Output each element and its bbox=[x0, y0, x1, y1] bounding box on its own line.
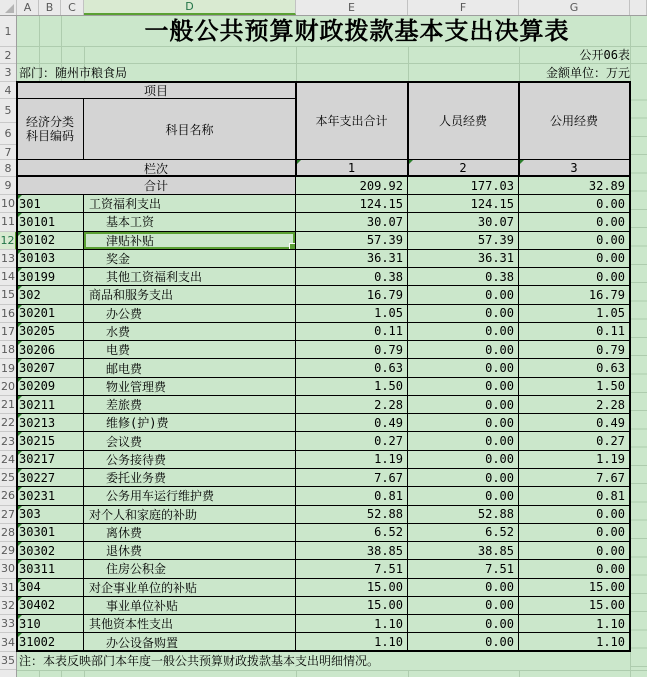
cell-personnel-303[interactable]: 52.88 bbox=[408, 506, 519, 524]
department-cell[interactable]: 部门：随州市粮食局 bbox=[19, 66, 128, 80]
cell-personnel-30201[interactable]: 0.00 bbox=[408, 305, 519, 323]
row-header-29[interactable]: 29 bbox=[0, 542, 16, 560]
column-header-B[interactable]: B bbox=[39, 0, 61, 15]
total-row-public-cell[interactable]: 32.89 bbox=[519, 177, 630, 195]
cell-public-30302[interactable]: 0.00 bbox=[519, 542, 630, 560]
cell-name-30207[interactable]: 邮电费 bbox=[84, 359, 296, 377]
cell-public-304[interactable]: 15.00 bbox=[519, 579, 630, 597]
cell-public-30213[interactable]: 0.49 bbox=[519, 414, 630, 432]
row-header-31[interactable]: 31 bbox=[0, 579, 16, 597]
cell-code-30207[interactable]: 30207 bbox=[17, 359, 84, 377]
row-header-15[interactable]: 15 bbox=[0, 286, 16, 304]
table-border-top bbox=[16, 81, 631, 83]
cell-code-30201[interactable]: 30201 bbox=[17, 305, 84, 323]
table-border-col-g bbox=[518, 81, 520, 177]
cell-public-30101[interactable]: 0.00 bbox=[519, 213, 630, 231]
cell-public-310[interactable]: 1.10 bbox=[519, 615, 630, 633]
cell-public-303[interactable]: 0.00 bbox=[519, 506, 630, 524]
cell-code-30101[interactable]: 30101 bbox=[17, 213, 84, 231]
row-header-12[interactable]: 12 bbox=[0, 232, 17, 250]
cell-code-302[interactable]: 302 bbox=[17, 286, 84, 304]
column-header-F[interactable]: F bbox=[408, 0, 519, 15]
cell-total-30213[interactable]: 0.49 bbox=[296, 414, 408, 432]
cell-code-30209[interactable]: 30209 bbox=[17, 378, 84, 396]
cell-total-304[interactable]: 15.00 bbox=[296, 579, 408, 597]
cell-public-302[interactable]: 16.79 bbox=[519, 286, 630, 304]
row-header-18[interactable]: 18 bbox=[0, 341, 16, 359]
cell-code-30227[interactable]: 30227 bbox=[17, 469, 84, 487]
cell-name-302[interactable]: 商品和服务支出 bbox=[84, 286, 296, 304]
cell-personnel-30205[interactable]: 0.00 bbox=[408, 323, 519, 341]
cell-name-30301[interactable]: 离休费 bbox=[84, 524, 296, 542]
header-colnum2-cell[interactable]: 2 bbox=[408, 160, 519, 177]
cell-name-304[interactable]: 对企事业单位的补贴 bbox=[84, 579, 296, 597]
row-header-27[interactable]: 27 bbox=[0, 506, 16, 524]
cell-total-30205[interactable]: 0.11 bbox=[296, 323, 408, 341]
row-header-3[interactable]: 3 bbox=[0, 64, 16, 82]
cell-total-30301[interactable]: 6.52 bbox=[296, 524, 408, 542]
cell-personnel-30213[interactable]: 0.00 bbox=[408, 414, 519, 432]
cell-name-30201[interactable]: 办公费 bbox=[84, 305, 296, 323]
cell-total-30302[interactable]: 38.85 bbox=[296, 542, 408, 560]
fill-handle[interactable] bbox=[289, 243, 296, 250]
cell-public-30217[interactable]: 1.19 bbox=[519, 451, 630, 469]
cell-personnel-30402[interactable]: 0.00 bbox=[408, 597, 519, 615]
unit-cell[interactable]: 金额单位：万元 bbox=[545, 66, 630, 80]
column-header-C[interactable]: C bbox=[61, 0, 84, 15]
row-header-33[interactable]: 33 bbox=[0, 615, 16, 633]
cell-total-30199[interactable]: 0.38 bbox=[296, 268, 408, 286]
table-border-under-lanci bbox=[17, 175, 630, 177]
header-colnum3-cell[interactable]: 3 bbox=[519, 160, 630, 177]
header-lanci-cell[interactable]: 栏次 bbox=[17, 160, 296, 177]
cell-public-30311[interactable]: 0.00 bbox=[519, 560, 630, 578]
cell-name-30211[interactable]: 差旅费 bbox=[84, 396, 296, 414]
cell-total-301[interactable]: 124.15 bbox=[296, 195, 408, 213]
table-body bbox=[17, 195, 630, 652]
row-header-30[interactable]: 30 bbox=[0, 560, 16, 578]
cell-total-30101[interactable]: 30.07 bbox=[296, 213, 408, 231]
cell-name-30209[interactable]: 物业管理费 bbox=[84, 378, 296, 396]
cell-public-30215[interactable]: 0.27 bbox=[519, 432, 630, 450]
column-header-D[interactable]: D bbox=[84, 0, 296, 15]
cell-total-302[interactable]: 16.79 bbox=[296, 286, 408, 304]
cell-code-31002[interactable]: 31002 bbox=[17, 633, 84, 651]
cell-code-30217[interactable]: 30217 bbox=[17, 451, 84, 469]
cell-total-30207[interactable]: 0.63 bbox=[296, 359, 408, 377]
table-border-col-f bbox=[407, 81, 409, 177]
cell-public-30103[interactable]: 0.00 bbox=[519, 250, 630, 268]
cell-personnel-301[interactable]: 124.15 bbox=[408, 195, 519, 213]
cell-personnel-30211[interactable]: 0.00 bbox=[408, 396, 519, 414]
cell-name-30231[interactable]: 公务用车运行维护费 bbox=[84, 487, 296, 505]
header-public-cell[interactable]: 公用经费 bbox=[519, 82, 630, 160]
cell-personnel-31002[interactable]: 0.00 bbox=[408, 633, 519, 651]
cell-code-30205[interactable]: 30205 bbox=[17, 323, 84, 341]
cell-public-30402[interactable]: 15.00 bbox=[519, 597, 630, 615]
cell-personnel-30206[interactable]: 0.00 bbox=[408, 341, 519, 359]
row-header-24[interactable]: 24 bbox=[0, 451, 16, 469]
cell-code-30102[interactable]: 30102 bbox=[17, 232, 84, 250]
row-header-13[interactable]: 13 bbox=[0, 250, 16, 268]
cell-total-30209[interactable]: 1.50 bbox=[296, 378, 408, 396]
row-header-strip bbox=[0, 16, 17, 677]
row-header-7[interactable]: 7 bbox=[0, 145, 16, 160]
cell-total-310[interactable]: 1.10 bbox=[296, 615, 408, 633]
cell-name-30402[interactable]: 事业单位补贴 bbox=[84, 597, 296, 615]
cell-code-30211[interactable]: 30211 bbox=[17, 396, 84, 414]
header-code-line2: 科目编码 bbox=[25, 129, 74, 143]
cell-personnel-30302[interactable]: 38.85 bbox=[408, 542, 519, 560]
row-header-5[interactable]: 5 bbox=[0, 99, 16, 123]
cell-public-30207[interactable]: 0.63 bbox=[519, 359, 630, 377]
select-all-icon[interactable] bbox=[0, 0, 17, 15]
cell-public-30199[interactable]: 0.00 bbox=[519, 268, 630, 286]
total-row-label-cell[interactable]: 合计 bbox=[17, 177, 296, 195]
cell-public-30231[interactable]: 0.81 bbox=[519, 487, 630, 505]
row-header-1[interactable]: 1 bbox=[0, 16, 16, 47]
cell-total-30211[interactable]: 2.28 bbox=[296, 396, 408, 414]
header-code-cell[interactable] bbox=[17, 99, 84, 160]
cell-name-30227[interactable]: 委托业务费 bbox=[84, 469, 296, 487]
header-total-cell[interactable]: 本年支出合计 bbox=[296, 82, 408, 160]
row-header-9[interactable]: 9 bbox=[0, 177, 16, 195]
cell-personnel-30207[interactable]: 0.00 bbox=[408, 359, 519, 377]
cell-total-30227[interactable]: 7.67 bbox=[296, 469, 408, 487]
row-header-20[interactable]: 20 bbox=[0, 378, 16, 396]
cell-name-30205[interactable]: 水费 bbox=[84, 323, 296, 341]
cell-name-30302[interactable]: 退休费 bbox=[84, 542, 296, 560]
gridline bbox=[17, 670, 647, 671]
cell-code-30199[interactable]: 30199 bbox=[17, 268, 84, 286]
total-row-personnel-cell[interactable]: 177.03 bbox=[408, 177, 519, 195]
cell-name-30199[interactable]: 其他工资福利支出 bbox=[84, 268, 296, 286]
row-header-19[interactable]: 19 bbox=[0, 359, 16, 377]
cell-code-304[interactable]: 304 bbox=[17, 579, 84, 597]
table-border-col-e bbox=[295, 81, 297, 177]
outside-column-gridlines bbox=[630, 82, 647, 677]
cell-name-301[interactable]: 工资福利支出 bbox=[84, 195, 296, 213]
column-header-E[interactable]: E bbox=[296, 0, 408, 15]
cell-code-303[interactable]: 303 bbox=[17, 506, 84, 524]
header-code-line1: 经济分类 bbox=[25, 115, 74, 129]
table-header bbox=[17, 82, 630, 195]
cell-public-30301[interactable]: 0.00 bbox=[519, 524, 630, 542]
cell-code-30206[interactable]: 30206 bbox=[17, 341, 84, 359]
cell-personnel-302[interactable]: 0.00 bbox=[408, 286, 519, 304]
column-header-partial[interactable] bbox=[630, 0, 647, 15]
form-number-cell[interactable]: 公开06表 bbox=[579, 48, 630, 62]
table-border-left bbox=[16, 81, 18, 652]
table-border-bottom bbox=[16, 650, 631, 652]
header-project-cell[interactable]: 项目 bbox=[17, 82, 296, 99]
row-header-22[interactable]: 22 bbox=[0, 414, 16, 432]
cell-personnel-30215[interactable]: 0.00 bbox=[408, 432, 519, 450]
gridline bbox=[630, 16, 631, 82]
gridline bbox=[519, 47, 520, 82]
cell-name-30103[interactable]: 奖金 bbox=[84, 250, 296, 268]
cell-name-30206[interactable]: 电费 bbox=[84, 341, 296, 359]
header-subject-cell[interactable]: 科目名称 bbox=[84, 99, 296, 160]
row-header-4[interactable]: 4 bbox=[0, 82, 16, 99]
cell-personnel-30231[interactable]: 0.00 bbox=[408, 487, 519, 505]
cell-total-30217[interactable]: 1.19 bbox=[296, 451, 408, 469]
cell-total-30206[interactable]: 0.79 bbox=[296, 341, 408, 359]
cell-personnel-30217[interactable]: 0.00 bbox=[408, 451, 519, 469]
cell-public-31002[interactable]: 1.10 bbox=[519, 633, 630, 651]
cell-code-301[interactable]: 301 bbox=[17, 195, 84, 213]
cell-public-30211[interactable]: 2.28 bbox=[519, 396, 630, 414]
cell-name-30217[interactable]: 公务接待费 bbox=[84, 451, 296, 469]
cell-name-30311[interactable]: 住房公积金 bbox=[84, 560, 296, 578]
gridline bbox=[519, 670, 520, 677]
gridline bbox=[296, 47, 297, 82]
row-header-6[interactable]: 6 bbox=[0, 123, 16, 145]
row-header-21[interactable]: 21 bbox=[0, 396, 16, 414]
cell-personnel-30311[interactable]: 7.51 bbox=[408, 560, 519, 578]
cell-total-30311[interactable]: 7.51 bbox=[296, 560, 408, 578]
cell-public-30201[interactable]: 1.05 bbox=[519, 305, 630, 323]
cell-total-30215[interactable]: 0.27 bbox=[296, 432, 408, 450]
row-header-2[interactable]: 2 bbox=[0, 47, 16, 64]
cell-personnel-30199[interactable]: 0.38 bbox=[408, 268, 519, 286]
cell-name-30213[interactable]: 维修(护)费 bbox=[84, 414, 296, 432]
report-title-cell[interactable]: 一般公共预算财政拨款基本支出决算表 bbox=[144, 17, 570, 45]
cell-public-301[interactable]: 0.00 bbox=[519, 195, 630, 213]
gridline bbox=[296, 670, 297, 677]
cell-code-310[interactable]: 310 bbox=[17, 615, 84, 633]
cell-code-30311[interactable]: 30311 bbox=[17, 560, 84, 578]
cell-name-310[interactable]: 其他资本性支出 bbox=[84, 615, 296, 633]
row-header-10[interactable]: 10 bbox=[0, 195, 16, 213]
total-row-total-cell[interactable]: 209.92 bbox=[296, 177, 408, 195]
cell-public-30206[interactable]: 0.79 bbox=[519, 341, 630, 359]
cell-code-30302[interactable]: 30302 bbox=[17, 542, 84, 560]
cell-name-303[interactable]: 对个人和家庭的补助 bbox=[84, 506, 296, 524]
row-header-35[interactable]: 35 bbox=[0, 652, 16, 670]
cell-name-31002[interactable]: 办公设备购置 bbox=[84, 633, 296, 651]
cell-total-30402[interactable]: 15.00 bbox=[296, 597, 408, 615]
column-header-A[interactable]: A bbox=[17, 0, 39, 15]
table-border-right bbox=[629, 81, 631, 652]
cell-public-30209[interactable]: 1.50 bbox=[519, 378, 630, 396]
cell-public-30102[interactable]: 0.00 bbox=[519, 232, 630, 250]
cell-personnel-30103[interactable]: 36.31 bbox=[408, 250, 519, 268]
gridline bbox=[408, 670, 409, 677]
cell-code-30215[interactable]: 30215 bbox=[17, 432, 84, 450]
gridline bbox=[39, 670, 40, 677]
gridline bbox=[408, 47, 409, 82]
cell-code-30231[interactable]: 30231 bbox=[17, 487, 84, 505]
cell-public-30227[interactable]: 7.67 bbox=[519, 469, 630, 487]
row-header-25[interactable]: 25 bbox=[0, 469, 16, 487]
row-header-32[interactable]: 32 bbox=[0, 597, 16, 615]
cell-total-30103[interactable]: 36.31 bbox=[296, 250, 408, 268]
gridline bbox=[61, 670, 62, 677]
header-personnel-cell[interactable]: 人员经费 bbox=[408, 82, 519, 160]
cell-code-30402[interactable]: 30402 bbox=[17, 597, 84, 615]
column-header-strip bbox=[0, 0, 647, 16]
column-header-G[interactable]: G bbox=[519, 0, 630, 15]
cell-name-30101[interactable]: 基本工资 bbox=[84, 213, 296, 231]
cell-total-30231[interactable]: 0.81 bbox=[296, 487, 408, 505]
cell-code-30213[interactable]: 30213 bbox=[17, 414, 84, 432]
cell-total-303[interactable]: 52.88 bbox=[296, 506, 408, 524]
row-header-23[interactable]: 23 bbox=[0, 432, 16, 450]
row-header-16[interactable]: 16 bbox=[0, 305, 16, 323]
cell-total-31002[interactable]: 1.10 bbox=[296, 633, 408, 651]
row-header-17[interactable]: 17 bbox=[0, 323, 16, 341]
row-header-26[interactable]: 26 bbox=[0, 487, 16, 505]
cell-personnel-30227[interactable]: 0.00 bbox=[408, 469, 519, 487]
cell-code-30301[interactable]: 30301 bbox=[17, 524, 84, 542]
cell-personnel-30301[interactable]: 6.52 bbox=[408, 524, 519, 542]
row-header-34[interactable]: 34 bbox=[0, 633, 16, 651]
cell-personnel-30101[interactable]: 30.07 bbox=[408, 213, 519, 231]
cell-personnel-30209[interactable]: 0.00 bbox=[408, 378, 519, 396]
gridline bbox=[84, 670, 85, 677]
cell-name-30102[interactable]: 津贴补贴 bbox=[84, 232, 296, 250]
cell-personnel-310[interactable]: 0.00 bbox=[408, 615, 519, 633]
row-header-28[interactable]: 28 bbox=[0, 524, 16, 542]
cell-code-30103[interactable]: 30103 bbox=[17, 250, 84, 268]
cell-name-30215[interactable]: 会议费 bbox=[84, 432, 296, 450]
note-cell[interactable]: 注：本表反映部门本年度一般公共预算财政拨款基本支出明细情况。 bbox=[19, 654, 380, 668]
row-header-14[interactable]: 14 bbox=[0, 268, 16, 286]
cell-total-30201[interactable]: 1.05 bbox=[296, 305, 408, 323]
header-colnum1-cell[interactable]: 1 bbox=[296, 160, 408, 177]
cell-personnel-304[interactable]: 0.00 bbox=[408, 579, 519, 597]
cell-public-30205[interactable]: 0.11 bbox=[519, 323, 630, 341]
row-header-11[interactable]: 11 bbox=[0, 213, 16, 231]
row-header-8[interactable]: 8 bbox=[0, 160, 16, 177]
cell-personnel-30102[interactable]: 57.39 bbox=[408, 232, 519, 250]
cell-total-30102[interactable]: 57.39 bbox=[296, 232, 408, 250]
